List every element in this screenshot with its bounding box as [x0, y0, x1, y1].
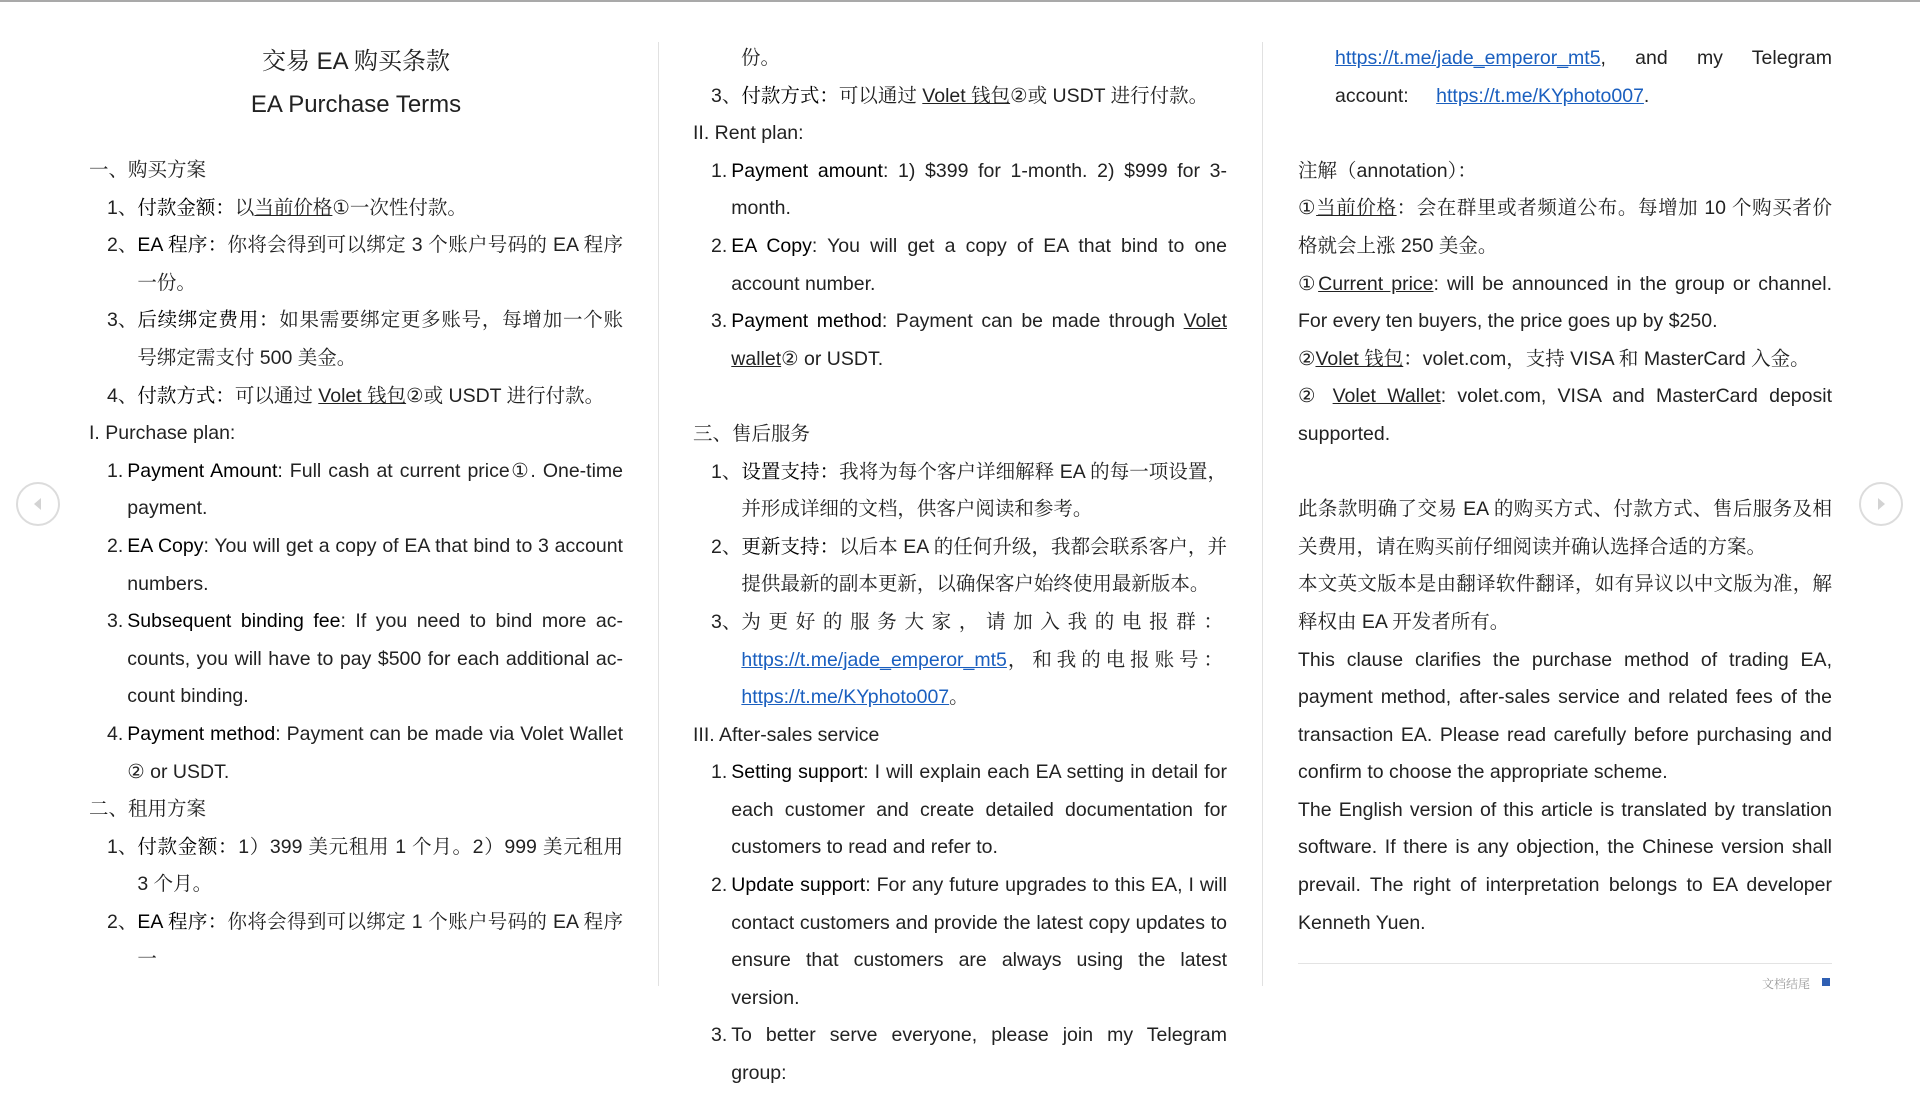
list-item: 1、 付款金额：以当前价格①一次性付款。: [107, 196, 467, 219]
list-item: 1. Payment amount: 1) $399 for 1-month. 2) $999 for 3-month.: [711, 159, 1227, 220]
closing-paragraph: 本文英文版本是由翻译软件翻译，如有异议以中文版为准，解释权由 EA 开发者所有。: [1298, 573, 1832, 633]
telegram-group-link[interactable]: https://t.me/jade_emperor_mt5: [741, 648, 1007, 671]
list-item: 2、 EA 程序：你将会得到可以绑定 3 个账户号码的 EA 程序一份。: [107, 234, 624, 294]
list-item: 3. Subsequent binding fee: If you need to bind more ac-counts, you will have to pay $500 for each additional ac-count binding.: [107, 610, 623, 708]
continued-text: https://t.me/jade_emperor_mt5, and my Telegram account: https://t.me/KYphoto007.: [1335, 47, 1832, 107]
closing-paragraph: 此条款明确了交易 EA 的购买方式、付款方式、售后服务及相关费用，请在购买前仔细阅读并确认选择合适的方案。: [1298, 498, 1832, 558]
list-item: 1、 设置支持：我将为每个客户详细解释 EA 的每一项设置，并形成详细的文档，供客户阅读和参考。: [711, 460, 1227, 521]
list-item: 1. Setting support: I will explain each EA setting in detail for each customer and create detailed documentation for customers to read and refer to.: [711, 761, 1227, 859]
prev-page-button[interactable]: [16, 482, 60, 526]
section-heading: II. Rent plan:: [693, 122, 804, 145]
list-item: 2. EA Copy: You will get a copy of EA that bind to one account number.: [711, 234, 1227, 295]
document-page-right: [1298, 40, 1832, 942]
annotation-note: ①Current price: will be announced in the group or channel. For every ten buyers, the price goes up by $250.: [1298, 272, 1832, 333]
annotation-note: ②Volet 钱包：volet.com，支持 VISA 和 MasterCard 入金。: [1298, 347, 1810, 370]
list-item: 3. To better serve everyone, please join my Telegram group:: [711, 1024, 1227, 1085]
list-item: 3. Payment method: Payment can be made through Volet wallet② or USDT.: [711, 310, 1227, 370]
document-title-zh: 交易 EA 购买条款: [261, 48, 451, 75]
telegram-account-link[interactable]: https://t.me/KYphoto007: [1436, 84, 1644, 107]
next-page-button[interactable]: [1859, 482, 1903, 526]
list-item: 2、 更新支持：以后本 EA 的任何升级，我都会联系客户，并提供最新的副本更新，以确保客户始终使用最新版本。: [711, 535, 1227, 596]
section-heading: 一、购买方案: [89, 159, 207, 181]
annotation-note: ② Volet Wallet: volet.com, VISA and MasterCard deposit supported.: [1298, 385, 1832, 445]
section-heading: 二、租用方案: [89, 798, 207, 821]
column-divider: [658, 42, 659, 986]
chevron-left-icon: [29, 495, 47, 513]
closing-paragraph: This clause clarifies the purchase method of trading EA, payment method, after-sales service and related fees of the transaction EA. Please read carefully before purchasing and confirm to choose the appropriate scheme.: [1298, 648, 1832, 784]
list-item: 2. Update support: For any future upgrades to this EA, I will contact customers and provide the latest copy updates to ensure that customers are always using the latest version.: [711, 874, 1227, 1009]
document-title-en: EA Purchase Terms: [250, 91, 462, 118]
document-end-marker: [1822, 978, 1830, 986]
telegram-group-link[interactable]: https://t.me/jade_emperor_mt5: [1335, 47, 1601, 69]
document-page-middle: [693, 40, 1227, 1093]
closing-paragraph: The English version of this article is translated by translation software. If there is any objection, the Chinese version shall prevail. The right of interpretation belongs to EA developer Kenneth Yuen.: [1298, 798, 1832, 934]
column-divider: [1262, 42, 1263, 986]
continued-text: 份。: [741, 47, 781, 69]
telegram-account-link[interactable]: https://t.me/KYphoto007: [741, 686, 950, 709]
list-item: 3、 为更好的服务大家，请加入我的电报群：https://t.me/jade_emperor_mt5，和我的电报账号：https://t.me/KYphoto007。: [711, 610, 1227, 709]
document-end-label: 文档结尾: [1762, 977, 1811, 991]
section-heading: III. After-sales service: [693, 723, 880, 746]
annotation-heading: 注解（annotation）：: [1298, 159, 1477, 182]
list-item: 4、 付款方式：可以通过 Volet 钱包②或 USDT 进行付款。: [107, 384, 605, 407]
section-heading: I. Purchase plan:: [89, 422, 236, 445]
list-item: 2. EA Copy: You will get a copy of EA that bind to 3 account numbers.: [107, 534, 623, 595]
list-item: 3、 后续绑定费用：如果需要绑定更多账号，每增加一个账号绑定需支付 500 美金。: [107, 309, 623, 369]
document-end-rule: [1298, 963, 1832, 964]
section-heading: 三、售后服务: [693, 422, 811, 445]
list-item: 3、 付款方式：可以通过 Volet 钱包②或 USDT 进行付款。: [711, 84, 1209, 107]
list-item: 1. Payment Amount: Full cash at current price①. One-time payment.: [107, 459, 624, 520]
list-item: 1、 付款金额：1）399 美元租用 1 个月。2）999 美元租用 3 个月。: [107, 835, 623, 896]
document-page-left: [89, 40, 623, 979]
chevron-right-icon: [1872, 495, 1890, 513]
viewer-top-border: [0, 0, 1920, 2]
annotation-note: ①当前价格：会在群里或者频道公布。每增加 10 个购买者价格就会上涨 250 美金。: [1298, 197, 1833, 257]
list-item: 4. Payment method: Payment can be made via Volet Wallet ② or USDT.: [107, 722, 623, 783]
list-item: 2、 EA 程序：你将会得到可以绑定 1 个账户号码的 EA 程序一: [107, 910, 624, 971]
